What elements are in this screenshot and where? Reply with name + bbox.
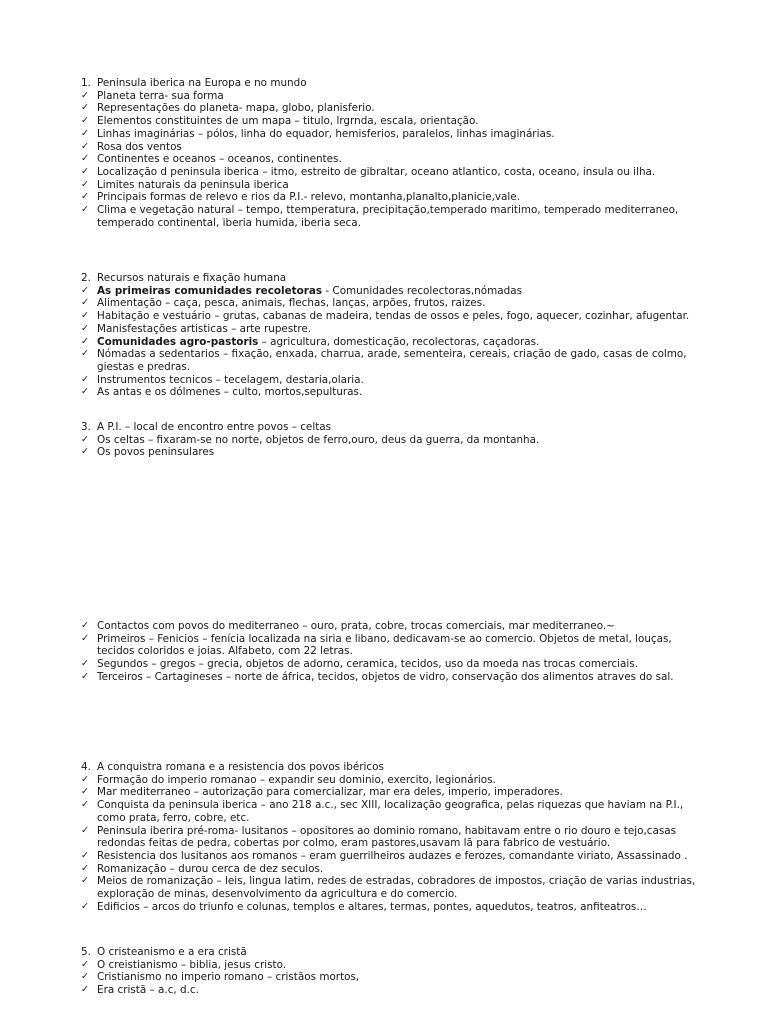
list-item (81, 153, 701, 166)
section-heading (81, 946, 701, 959)
list-item-text: Manisfestações artisticas – arte rupestre. (97, 322, 312, 335)
checkmark-icon: ✓ (81, 786, 89, 798)
list-item (81, 863, 701, 876)
list-item-text: Segundos – gregos – grecia, objetos de adorno, ceramica, tecidos, uso da moeda nas trocas comerciais. (97, 658, 639, 671)
list-item-text: Rosa dos ventos (97, 140, 182, 153)
list-item-text: Cristianismo no imperio romano – cristãos mortos, (97, 971, 360, 984)
list-item (81, 901, 701, 914)
list-item (81, 348, 701, 373)
section-4 (81, 761, 701, 913)
list-item (81, 875, 701, 900)
section-heading (81, 77, 701, 90)
section-3 (81, 421, 701, 459)
checkmark-icon: ✓ (81, 446, 89, 458)
checkmark-icon: ✓ (81, 127, 89, 139)
checkmark-icon: ✓ (81, 799, 89, 811)
checkmark-icon: ✓ (81, 297, 89, 309)
list-item-text: Resistencia dos lusitanos aos romanos – eram guerrilheiros audazes e ferozes, comandante viriato, Assassinado . (97, 849, 688, 862)
list-item-text: Meios de romanização – leis, lingua latim, redes de estradas, cobradores de impostos, criação de varias industrias, exploração de minas, desenvolvimento da agricultura e do comercio. (97, 875, 696, 901)
list-item (81, 671, 701, 684)
checkmark-icon: ✓ (81, 335, 89, 347)
section-number: 1. (81, 77, 91, 89)
section-2 (81, 272, 701, 399)
list-item (81, 633, 701, 658)
list-item-text: Linhas imaginárias – pólos, linha do equador, hemisferios, paralelos, linhas imaginárias. (97, 127, 555, 140)
list-item-text: Nómadas a sedentarios – fixação, enxada, charrua, arade, sementeira, cereais, criação de gado, casas de colmo, giestas e predras. (97, 348, 687, 373)
checkmark-icon: ✓ (81, 824, 89, 836)
checkmark-icon: ✓ (81, 849, 89, 861)
list-item-text: Conquista da peninsula iberica – ano 218 a.c., sec XIII, localização geografica, pelas riquezas que haviam na P.I., como prata, ferro, cobre, etc. (97, 799, 684, 824)
list-item-text: Alimentação – caça, pesca, animais, flechas, lanças, arpões, frutos, raizes. (97, 297, 486, 310)
list-item (81, 90, 701, 103)
section-heading (81, 421, 701, 434)
list-item-text: Os celtas – fixaram-se no norte, objetos de ferro,ouro, deus da guerra, da montanha. (97, 433, 540, 446)
checkmark-icon: ✓ (81, 348, 89, 360)
checkmark-icon: ✓ (81, 658, 89, 670)
section-title: A P.I. – local de encontro entre povos – celtas (97, 421, 332, 433)
section-heading (81, 272, 701, 285)
section-contacts (81, 620, 701, 684)
list-item-text: – agricultura, domesticação, recolectoras, caçadoras. (258, 335, 540, 348)
list-item-text: Habitação e vestuário – grutas, cabanas de madeira, tendas de ossos e peles, fogo, aquecer, cozinhar, afugentar. (97, 310, 690, 323)
list-item-text: As antas e os dólmenes – culto, mortos,sepulturas. (97, 386, 363, 399)
checkmark-icon: ✓ (81, 433, 89, 445)
list-item-text: Mar mediterraneo – autorização para comercializar, mar era deles, imperio, imperadores. (97, 786, 563, 799)
list-item-text: Peninsula iberira pré-roma- lusitanos – opositores ao dominio romano, habitavam entre o rio douro e tejo,casas redondas feitas de pedra, cobertas por colmo, eram pastores,usavam lã para fabrico de vestuário. (97, 824, 677, 850)
section-number: 5. (81, 946, 91, 958)
list-item (81, 285, 701, 298)
list-item (81, 323, 701, 336)
list-item (81, 102, 701, 115)
list-item-text: Clima e vegetação natural – tempo, ttemperatura, precipitação,temperado maritimo, temperado mediterraneo, temperado continental, iberia humida, iberia seca. (97, 204, 679, 229)
checkmark-icon: ✓ (81, 875, 89, 887)
list-item-text: Instrumentos tecnicos – tecelagem, destaria,olaria. (97, 373, 364, 386)
section-title: O cristeanismo e a era cristã (97, 946, 247, 958)
list-item (81, 115, 701, 128)
list-item (81, 786, 701, 799)
list-item-text: Formação do imperio romanao – expandir seu dominio, exercito, legionários. (97, 773, 496, 786)
list-item-text: Os povos peninsulares (97, 446, 215, 459)
list-item (81, 434, 701, 447)
list-item (81, 825, 701, 850)
list-item (81, 166, 701, 179)
checkmark-icon: ✓ (81, 178, 89, 190)
list-item-text: Era cristã – a.c, d.c. (97, 984, 199, 997)
checkmark-icon: ✓ (81, 102, 89, 114)
list-item-bold-text: As primeiras comunidades recoletoras (97, 284, 323, 297)
checkmark-icon: ✓ (81, 310, 89, 322)
checkmark-icon: ✓ (81, 900, 89, 912)
list-item-text: Terceiros – Cartagineses – norte de áfrica, tecidos, objetos de vidro, conservação dos alimentos atraves do sal. (97, 670, 674, 683)
list-item-text: - Comunidades recolectoras,nómadas (322, 284, 522, 297)
checkmark-icon: ✓ (81, 620, 89, 631)
checkmark-icon: ✓ (81, 373, 89, 385)
checkmark-icon: ✓ (81, 862, 89, 874)
list-item (81, 297, 701, 310)
list-item-text: Limites naturais da peninsula iberica (97, 178, 289, 191)
list-item (81, 984, 701, 997)
list-item-text: Localização d peninsula iberica – itmo, estreito de gibraltar, oceano atlantico, costa, oceano, insula ou ilha. (97, 165, 656, 178)
section-heading (81, 761, 701, 774)
checkmark-icon: ✓ (81, 191, 89, 203)
list-item (81, 799, 701, 824)
list-item (81, 620, 701, 633)
list-item (81, 386, 701, 399)
checkmark-icon: ✓ (81, 632, 89, 644)
list-item (81, 310, 701, 323)
checkmark-icon: ✓ (81, 773, 89, 785)
list-item (81, 446, 701, 459)
list-item-bold-text: Comunidades agro-pastoris (97, 335, 259, 348)
list-item (81, 850, 701, 863)
list-item (81, 204, 701, 229)
checkmark-icon: ✓ (81, 165, 89, 177)
list-item-text: O creistianismo – biblia, jesus cristo. (97, 958, 287, 971)
section-title: Peninsula iberica na Europa e no mundo (97, 77, 307, 89)
list-item-text: Continentes e oceanos – oceanos, continentes. (97, 153, 342, 166)
section-title: Recursos naturais e fixação humana (97, 272, 287, 284)
checkmark-icon: ✓ (81, 322, 89, 334)
list-item-text: Representações do planeta- mapa, globo, planisferio. (97, 102, 375, 115)
checkmark-icon: ✓ (81, 204, 89, 216)
section-title: A conquistra romana e a resistencia dos povos ibéricos (97, 761, 384, 773)
checkmark-icon: ✓ (81, 386, 89, 398)
checkmark-icon: ✓ (81, 971, 89, 983)
checkmark-icon: ✓ (81, 115, 89, 127)
list-item (81, 141, 701, 154)
section-number: 2. (81, 272, 91, 284)
list-item (81, 179, 701, 192)
section-5 (81, 946, 701, 997)
checkmark-icon: ✓ (81, 958, 89, 970)
list-item (81, 959, 701, 972)
list-item-text: Elementos constituintes de um mapa – titulo, lrgrnda, escala, orientação. (97, 115, 479, 128)
list-item (81, 128, 701, 141)
list-item (81, 191, 701, 204)
checkmark-icon: ✓ (81, 670, 89, 682)
checkmark-icon: ✓ (81, 284, 89, 296)
checkmark-icon: ✓ (81, 140, 89, 152)
list-item (81, 374, 701, 387)
list-item-text: Contactos com povos do mediterraneo – ouro, prata, cobre, trocas comerciais, mar mediterraneo.~ (97, 620, 615, 632)
list-item-text: Edificios – arcos do triunfo e colunas, templos e altares, termas, pontes, aquedutos, teatros, anfiteatros… (97, 900, 647, 913)
checkmark-icon: ✓ (81, 89, 89, 101)
list-item (81, 658, 701, 671)
section-number: 4. (81, 761, 91, 773)
list-item-text: Romanização – durou cerca de dez seculos. (97, 862, 324, 875)
section-1 (81, 77, 701, 229)
list-item-text: Primeiros – Fenicios – fenícia localizada na siria e libano, dedicavam-se ao comercio. Objetos de metal, louças, tecidos coloridos e joias. Alfabeto, com 22 letras. (97, 632, 672, 658)
checkmark-icon: ✓ (81, 984, 89, 996)
list-item (81, 336, 701, 349)
checkmark-icon: ✓ (81, 153, 89, 165)
section-number: 3. (81, 421, 91, 433)
list-item (81, 774, 701, 787)
list-item-text: Planeta terra- sua forma (97, 89, 224, 102)
list-item-text: Principais formas de relevo e rios da P.I.- relevo, montanha,planalto,planicie,vale. (97, 191, 520, 204)
list-item (81, 971, 701, 984)
